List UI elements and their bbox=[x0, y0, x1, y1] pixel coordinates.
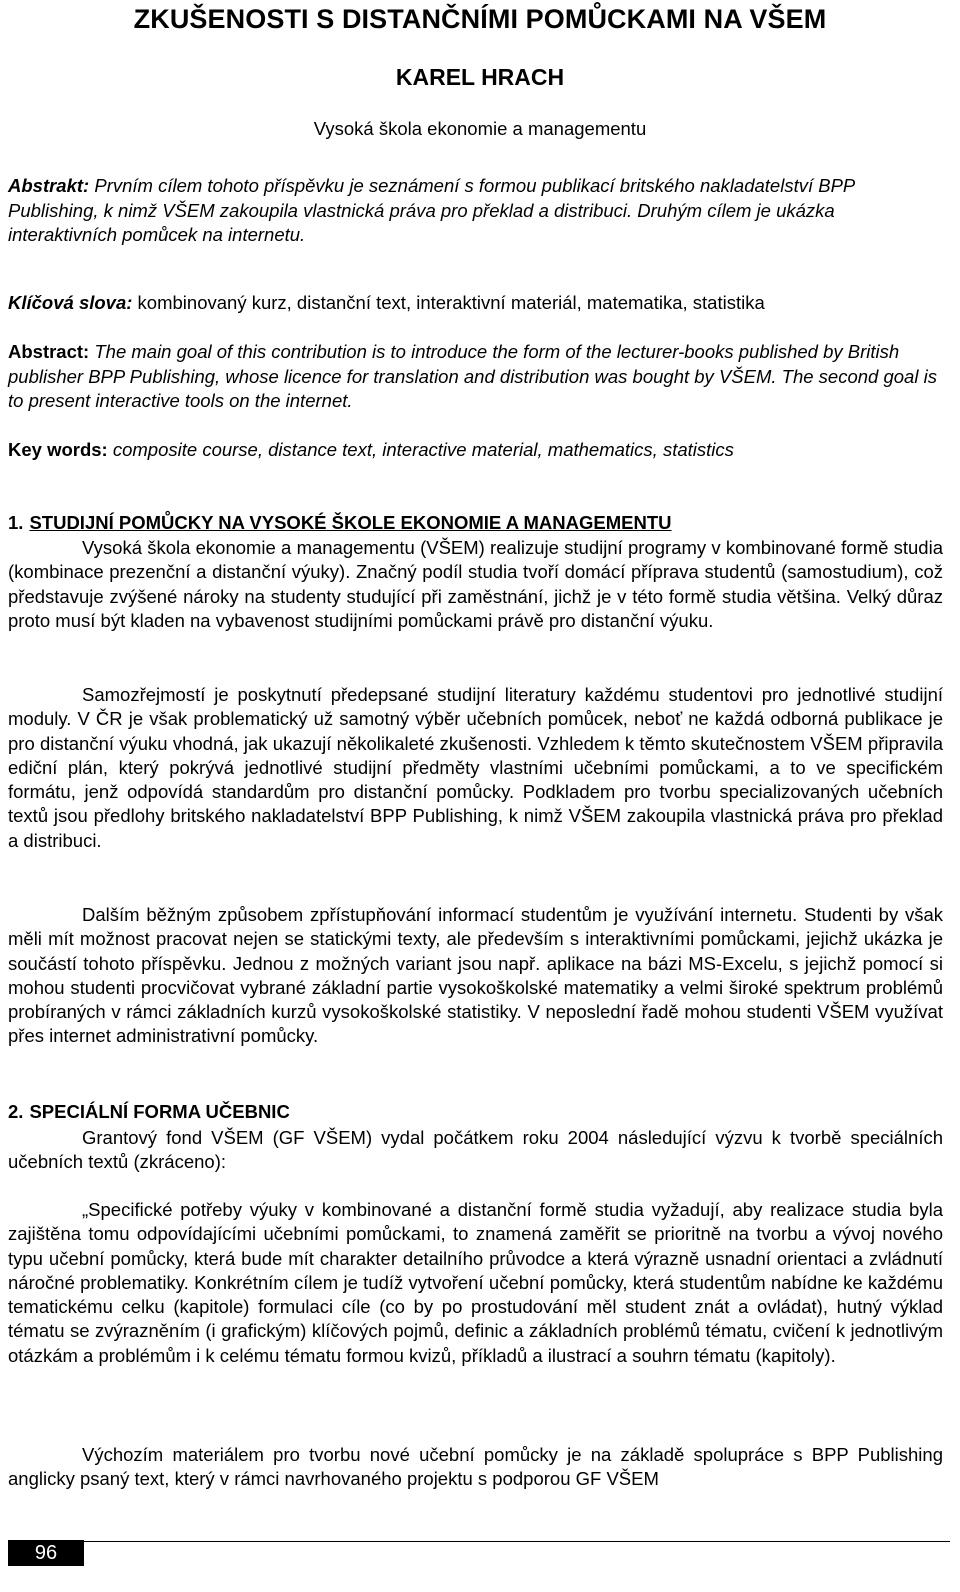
abstrakt-text: Prvním cílem tohoto příspěvku je seznámení s formou publikací britského nakladatelství BPP Publishing, k nimž VŠEM zakoupila vlastnická práva pro překlad a distribuci. Druhým cílem je ukázka interaktivních pomůcek na internetu. bbox=[8, 175, 855, 245]
klicova-slova-block bbox=[8, 291, 948, 316]
abstract-label: Abstract: bbox=[8, 341, 90, 362]
key-words-block bbox=[8, 438, 948, 463]
section1-number: 1. bbox=[8, 512, 24, 533]
author-name: KAREL HRACH bbox=[395, 64, 565, 90]
abstrakt-label: Abstrakt: bbox=[8, 175, 90, 196]
section2-paragraph-1: Grantový fond VŠEM (GF VŠEM) vydal počátkem roku 2004 následující výzvu k tvorbě speciálních učebních textů (zkráceno): bbox=[8, 1127, 943, 1173]
footer-rule bbox=[84, 1541, 950, 1542]
section2-quote: „Specifické potřeby výuky v kombinované a distanční formě studia vyžadují, aby realizace studia byla zajištěna tomu odpovídajícími učebními pomůckami, to znamená zaměřit se prioritně na tvorbu a vývoj nového typu učební pomůcky, která bude mít charakter detailního průvodce a která výrazně usnadní orientaci a zvládnutí náročné problematiky. Konkrétním cílem je tudíž vytvoření učební pomůcky, která studentům nabídne ke každému tematickému celku (kapitole) formulaci cíle (co by po prostudování měl student znát a ovládat), hutný výklad tématu se zvýrazněním (i grafickým) klíčových pojmů, definic a základních problémů tématu, cvičení k jednotlivým otázkám a problémům i k celému tématu formou kvizů, příkladů a ilustrací a souhrn tématu (kapitoly). bbox=[8, 1199, 943, 1366]
affiliation: Vysoká škola ekonomie a managementu bbox=[313, 118, 647, 139]
section1-paragraph-2: Samozřejmostí je poskytnutí předepsané studijní literatury každému studentovi pro jednotlivé studijní moduly. V ČR je však problematický už samotný výběr učebních pomůcek, neboť ne každá odborná publikace je pro distanční výuku vhodná, jak ukazují několikaleté zkušenosti. Vzhledem k těmto skutečnostem VŠEM připravila ediční plán, který pokrývá jednotlivé studijní předměty vlastními učebními pomůckami, a to ve specifickém formátu, jenž odpovídá standardům pro distanční pomůcky. Podkladem pro tvorbu specializovaných učebních textů jsou předlohy britského nakladatelství BPP Publishing, k nimž VŠEM zakoupila vlastnická práva pro překlad a distribuci. bbox=[8, 684, 943, 851]
klicova-slova-label: Klíčová slova: bbox=[8, 292, 133, 313]
section1-paragraph-3: Dalším běžným způsobem zpřístupňování informací studentům je využívání internetu. Studenti by však měli mít možnost pracovat nejen se statickými texty, ale především s interaktivními pomůckami, jejichž ukázka je součástí tohoto příspěvku. Jednou z možných variant jsou např. aplikace na bázi MS-Excelu, s jejichž pomocí si mohou studenti procvičovat vybrané základní partie vysokoškolské matematiky a velmi široké spektrum problémů probíraných v rámci základních kurzů vysokoškolské statistiky. V neposlední řadě mohou studenti VŠEM využívat přes internet administrativní pomůcky. bbox=[8, 904, 943, 1047]
section2-number: 2. bbox=[8, 1101, 24, 1122]
section1-paragraph-1: Vysoká škola ekonomie a managementu (VŠEM) realizuje studijní programy v kombinované formě studia (kombinace prezenční a distanční výuky). Značný podíl studia tvoří domácí příprava studentů (samostudium), což představuje zvýšené nároky na studenty studující při zaměstnání, jichž je v této formě studia většina. Velký důraz proto musí být kladen na vybavenost studijními pomůckami právě pro distanční výuku. bbox=[8, 537, 943, 631]
section1-heading bbox=[8, 512, 672, 534]
key-words-label: Key words: bbox=[8, 439, 108, 460]
abstract-block bbox=[8, 340, 948, 414]
section2-paragraph-3: Výchozím materiálem pro tvorbu nové učební pomůcky je na základě spolupráce s BPP Publishing anglicky psaný text, který v rámci navrhovaného projektu s podporou GF VŠEM bbox=[8, 1444, 943, 1490]
section1-title: STUDIJNÍ POMŮCKY NA VYSOKÉ ŠKOLE EKONOMIE A MANAGEMENTU bbox=[29, 512, 672, 533]
page-number: 96 bbox=[8, 1540, 84, 1566]
paper-title: ZKUŠENOSTI S DISTANČNÍMI POMŮCKAMI NA VŠEM bbox=[133, 4, 827, 34]
abstrakt-block bbox=[8, 174, 948, 248]
klicova-slova-text: kombinovaný kurz, distanční text, interaktivní materiál, matematika, statistika bbox=[132, 292, 765, 313]
key-words-text: composite course, distance text, interactive material, mathematics, statistics bbox=[107, 439, 734, 460]
section2-title: SPECIÁLNÍ FORMA UČEBNIC bbox=[29, 1101, 290, 1122]
abstract-text: The main goal of this contribution is to introduce the form of the lecturer-books published by British publisher BPP Publishing, whose licence for translation and distribution was bought by VŠEM. The second goal is to present interactive tools on the internet. bbox=[8, 341, 937, 411]
section2-heading bbox=[8, 1101, 290, 1123]
